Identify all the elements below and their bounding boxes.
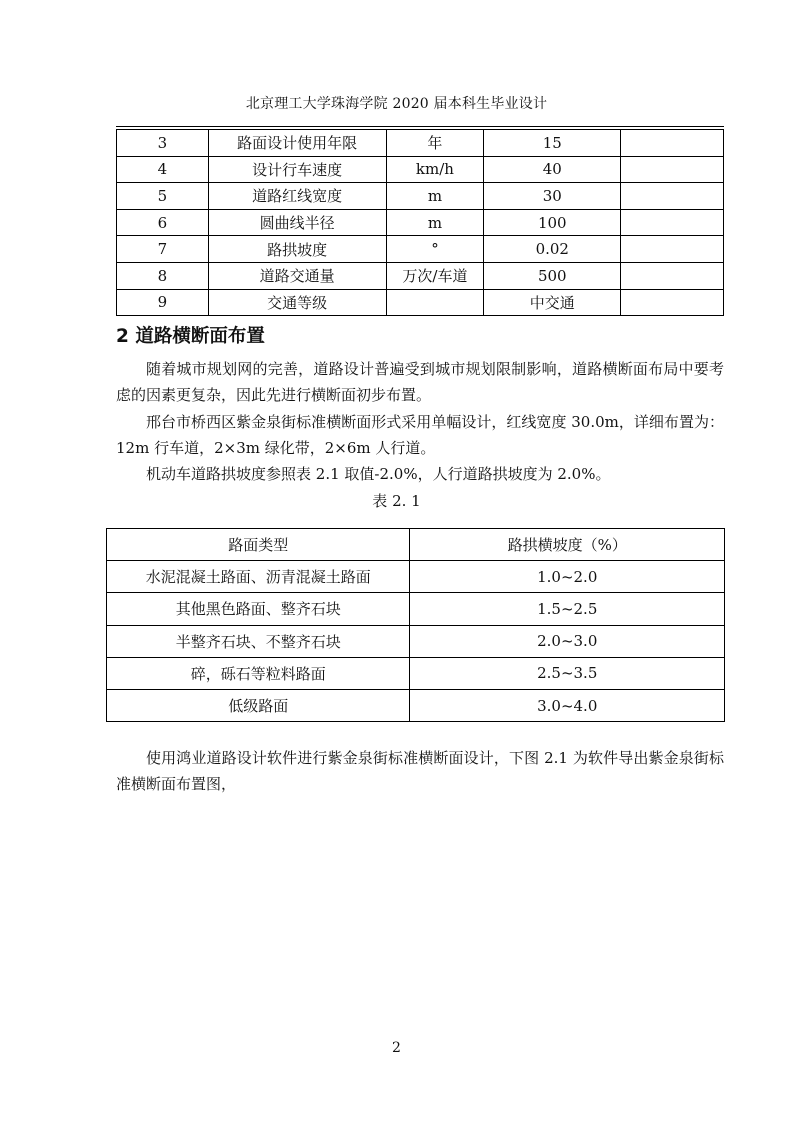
section-heading: 2 道路横断面布置 [116,326,265,347]
table-header-row [107,529,725,561]
table-cell: 3 [117,130,209,157]
table-row [107,561,725,593]
table-cell: 100 [484,209,621,236]
table-row [107,657,725,689]
table-cell: 7 [117,236,209,263]
table-cell: 4 [117,156,209,183]
table-cell: 2.5~3.5 [410,657,725,689]
table-cell [621,130,724,157]
design-parameters-table [116,129,724,316]
table-row [117,183,724,210]
table-row [117,209,724,236]
table-cell: 碎，砾石等粒料路面 [107,657,410,689]
table-row [107,625,725,657]
table-cell: 15 [484,130,621,157]
table-row [117,289,724,316]
table-cell: 圆曲线半径 [208,209,386,236]
table-cell: 道路交通量 [208,262,386,289]
table-cell: 低级路面 [107,689,410,721]
table-cell: 设计行车速度 [208,156,386,183]
paragraph-4: 使用鸿业道路设计软件进行紫金泉街标准横断面设计，下图 2.1 为软件导出紫金泉街标准横断面布置图， [116,749,724,793]
table-cell: 40 [484,156,621,183]
table-cell: 水泥混凝土路面、沥青混凝土路面 [107,561,410,593]
table-cell: 3.0~4.0 [410,689,725,721]
table-cell: m [386,183,484,210]
table-cell [621,209,724,236]
table-row [107,689,725,721]
header-rule [116,126,724,127]
table-cell: ° [386,236,484,263]
table-cell: 半整齐石块、不整齐石块 [107,625,410,657]
table-cell: m [386,209,484,236]
page-header: 北京理工大学珠海学院 2020 届本科生毕业设计 [245,96,548,112]
table-row [117,156,724,183]
table-cell: 道路红线宽度 [208,183,386,210]
table-cell: 年 [386,130,484,157]
table-row [107,593,725,625]
table-cell: 30 [484,183,621,210]
table-cell [621,262,724,289]
table-cell [621,183,724,210]
table-cell: 路面设计使用年限 [208,130,386,157]
table-cell: 中交通 [484,289,621,316]
table-cell [386,289,484,316]
table-cell: 6 [117,209,209,236]
table-cell: 其他黑色路面、整齐石块 [107,593,410,625]
table-cell [621,156,724,183]
table-cell [621,236,724,263]
page-number: 2 [392,1040,401,1056]
table-row [117,262,724,289]
table-cell: 0.02 [484,236,621,263]
paragraph-2: 邢台市桥西区紫金泉街标准横断面形式采用单幅设计，红线宽度 30.0m，详细布置为：12m 行车道，2×3m 绿化带，2×6m 人行道。 [116,413,724,457]
table-row [117,130,724,157]
table-cell: 500 [484,262,621,289]
table-cell: 8 [117,262,209,289]
table-cell: 路拱坡度 [208,236,386,263]
table-cell: 万次/车道 [386,262,484,289]
table-cell [621,289,724,316]
table-cell: 2.0~3.0 [410,625,725,657]
crown-slope-table [106,528,725,722]
table-caption: 表 2. 1 [372,492,421,510]
paragraph-1: 随着城市规划网的完善，道路设计普遍受到城市规划限制影响，道路横断面布局中要考虑的因素更复杂，因此先进行横断面初步布置。 [116,360,724,404]
paragraph-3: 机动车道路拱坡度参照表 2.1 取值-2.0%，人行道路拱坡度为 2.0%。 [146,465,611,483]
table-cell: 5 [117,183,209,210]
table-cell: km/h [386,156,484,183]
table-cell: 1.5~2.5 [410,593,725,625]
table-cell: 1.0~2.0 [410,561,725,593]
table-cell: 9 [117,289,209,316]
table-cell: 交通等级 [208,289,386,316]
table-header-cell: 路面类型 [107,529,410,561]
table-header-cell: 路拱横坡度（%） [410,529,725,561]
table-row [117,236,724,263]
